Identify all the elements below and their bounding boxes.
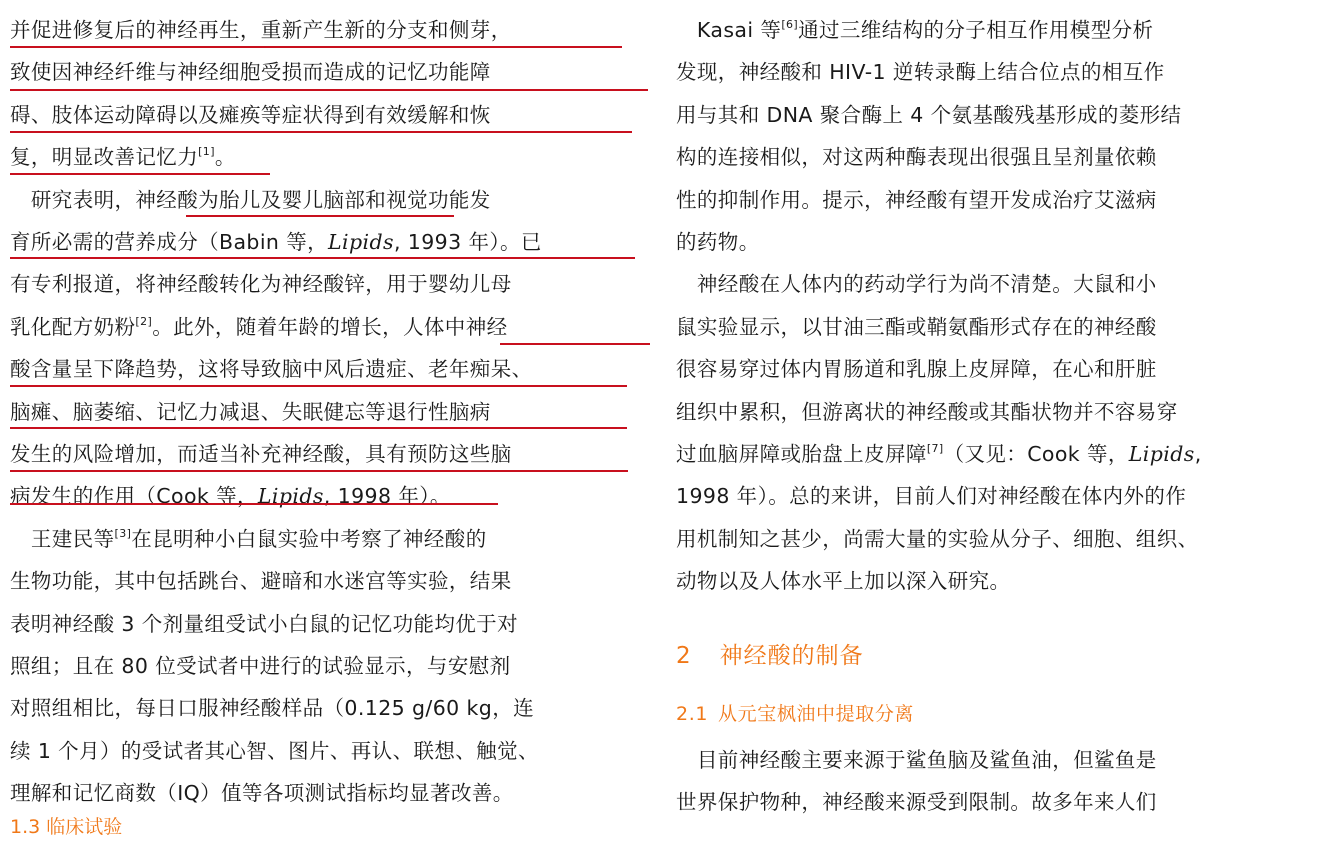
text-segment: 目前神经酸主要来源于鲨鱼脑及鲨鱼油，但鲨鱼是 [676,748,1157,772]
text-line [10,227,542,257]
subsection-title: 从元宝枫油中提取分离 [718,703,915,725]
text-segment: 酸含量呈下降趋势，这将导致脑中风后遗症、老年痴呆、 [10,357,533,382]
text-line [10,269,512,299]
text-segment: 。此外，随着年龄的增长，人体中神经 [152,314,508,339]
red-underline [10,173,270,175]
text-segment: 构的连接相似，对这两种酶表现出很强且呈剂量依赖 [676,145,1157,170]
text-segment: 续 1 个月）的受试者其心智、图片、再认、联想、触觉、 [10,738,539,763]
text-segment: 过血脑屏障或胎盘上皮屏障 [676,442,927,466]
text-line [676,354,1157,384]
text-line [676,142,1157,172]
text-segment: 动物以及人体水平上加以深入研究。 [676,569,1011,594]
journal-name: Lipids [1128,442,1195,466]
section-number: 2 [676,643,692,669]
text-line [676,57,1165,87]
text-segment: , 1993 年）。已 [393,230,542,254]
text-segment: 的药物。 [676,230,760,254]
text-line [10,142,236,172]
red-underline [10,470,628,472]
text-segment: 鼠实验显示，以甘油三酯或鞘氨酯形式存在的神经酸 [676,314,1157,339]
text-segment: 很容易穿过体内胃肠道和乳腺上皮屏障，在心和肝脏 [676,357,1157,382]
text-line [10,439,512,469]
text-segment: 神经酸在人体内的药动学行为尚不清楚。大鼠和小 [676,272,1157,297]
text-segment: （又见：Cook 等， [943,442,1129,466]
citation-ref: [2] [135,314,153,328]
text-line [10,566,512,596]
text-segment: 世界保护物种，神经酸来源受到限制。故多年来人们 [676,790,1157,815]
text-line [676,524,1199,554]
text-line [10,524,487,554]
text-segment: 理解和记忆商数（IQ）值等各项测试指标均显著改善。 [10,781,514,806]
text-segment: 王建民等 [10,526,115,551]
text-line [10,57,491,87]
text-segment: , [1194,442,1202,466]
text-segment: 脑瘫、脑萎缩、记忆力减退、失眠健忘等退行性脑病 [10,399,491,424]
text-segment: , 1998 年）。 [323,484,451,509]
text-line [676,269,1157,299]
text-segment: 碍、肢体运动障碍以及瘫痪等症状得到有效缓解和恢 [10,102,491,127]
text-line [10,778,514,808]
red-underline [10,503,498,505]
text-line [10,185,491,215]
section-title: 神经酸的制备 [719,643,864,669]
text-segment: 通过三维结构的分子相互作用模型分析 [798,18,1154,42]
text-segment: 复，明显改善记忆力 [10,145,199,170]
text-line [10,609,518,639]
red-underline [10,385,627,387]
text-line [10,354,533,384]
text-line [676,439,1202,469]
text-line [10,693,534,723]
text-segment: 育所必需的营养成分（Babin 等， [10,230,329,254]
red-underline [500,343,650,345]
red-underline [10,46,622,48]
journal-name: Lipids [328,230,394,254]
journal-name: Lipids [257,484,324,509]
text-line [676,227,760,257]
text-line [10,651,511,681]
text-segment: 性的抑制作用。提示，神经酸有望开发成治疗艾滋病 [676,187,1157,212]
text-line [10,100,491,130]
text-segment: 用与其和 DNA 聚合酶上 4 个氨基酸残基形成的菱形结 [676,102,1182,127]
text-segment: 照组；且在 80 位受试者中进行的试验显示，与安慰剂 [10,654,511,678]
text-segment: 有专利报道，将神经酸转化为神经酸锌，用于婴幼儿母 [10,272,512,297]
text-segment: 在昆明种小白鼠实验中考察了神经酸的 [131,526,487,551]
text-line [676,566,1010,596]
text-line [10,15,512,45]
text-segment: 发现，神经酸和 HIV-1 逆转录酶上结合位点的相互作 [676,60,1165,85]
section-heading-cut: 1.3 临床试验 [10,816,123,838]
text-segment: 病发生的作用（Cook 等， [10,484,258,509]
text-segment: 用机制知之甚少，尚需大量的实验从分子、细胞、组织、 [676,526,1199,551]
section-heading [676,640,864,672]
text-segment: 。 [214,145,236,170]
text-line [10,481,451,511]
subsection-number: 2.1 [676,703,709,725]
text-line [676,787,1157,817]
text-segment: 并促进修复后的神经再生，重新产生新的分支和侧芽， [10,18,512,42]
text-line [676,745,1157,775]
text-line [10,397,491,427]
text-segment: 对照组相比，每日口服神经酸样品（0.125 g/60 kg，连 [10,696,535,721]
text-segment: 发生的风险增加，而适当补充神经酸，具有预防这些脑 [10,442,512,466]
text-segment: 表明神经酸 3 个剂量组受试小白鼠的记忆功能均优于对 [10,611,518,636]
subsection-heading [676,700,914,728]
text-segment: 1998 年）。总的来讲，目前人们对神经酸在体内外的作 [676,484,1187,509]
text-line [676,15,1153,45]
text-segment: 乳化配方奶粉 [10,314,136,339]
text-segment: Kasai 等 [676,18,782,42]
text-line [10,736,539,766]
text-segment: 生物功能，其中包括跳台、避暗和水迷宫等实验，结果 [10,569,512,594]
text-line [676,397,1178,427]
red-underline [10,427,627,429]
red-underline [10,131,632,133]
citation-ref: [7] [926,442,944,455]
citation-ref: [3] [114,526,132,540]
red-underline [186,215,454,217]
text-line [10,312,508,342]
red-underline [10,257,635,259]
citation-ref: [6] [781,18,799,31]
text-segment: 组织中累积，但游离状的神经酸或其酯状物并不容易穿 [676,399,1178,424]
text-line [676,185,1157,215]
citation-ref: [1] [198,145,215,159]
text-line [676,312,1157,342]
text-line [676,100,1181,130]
text-segment: 致使因神经纤维与神经细胞受损而造成的记忆功能障 [10,60,491,85]
text-line [676,481,1186,511]
text-segment: 研究表明，神经酸为胎儿及婴儿脑部和视觉功能发 [10,187,491,212]
red-underline [10,89,648,91]
